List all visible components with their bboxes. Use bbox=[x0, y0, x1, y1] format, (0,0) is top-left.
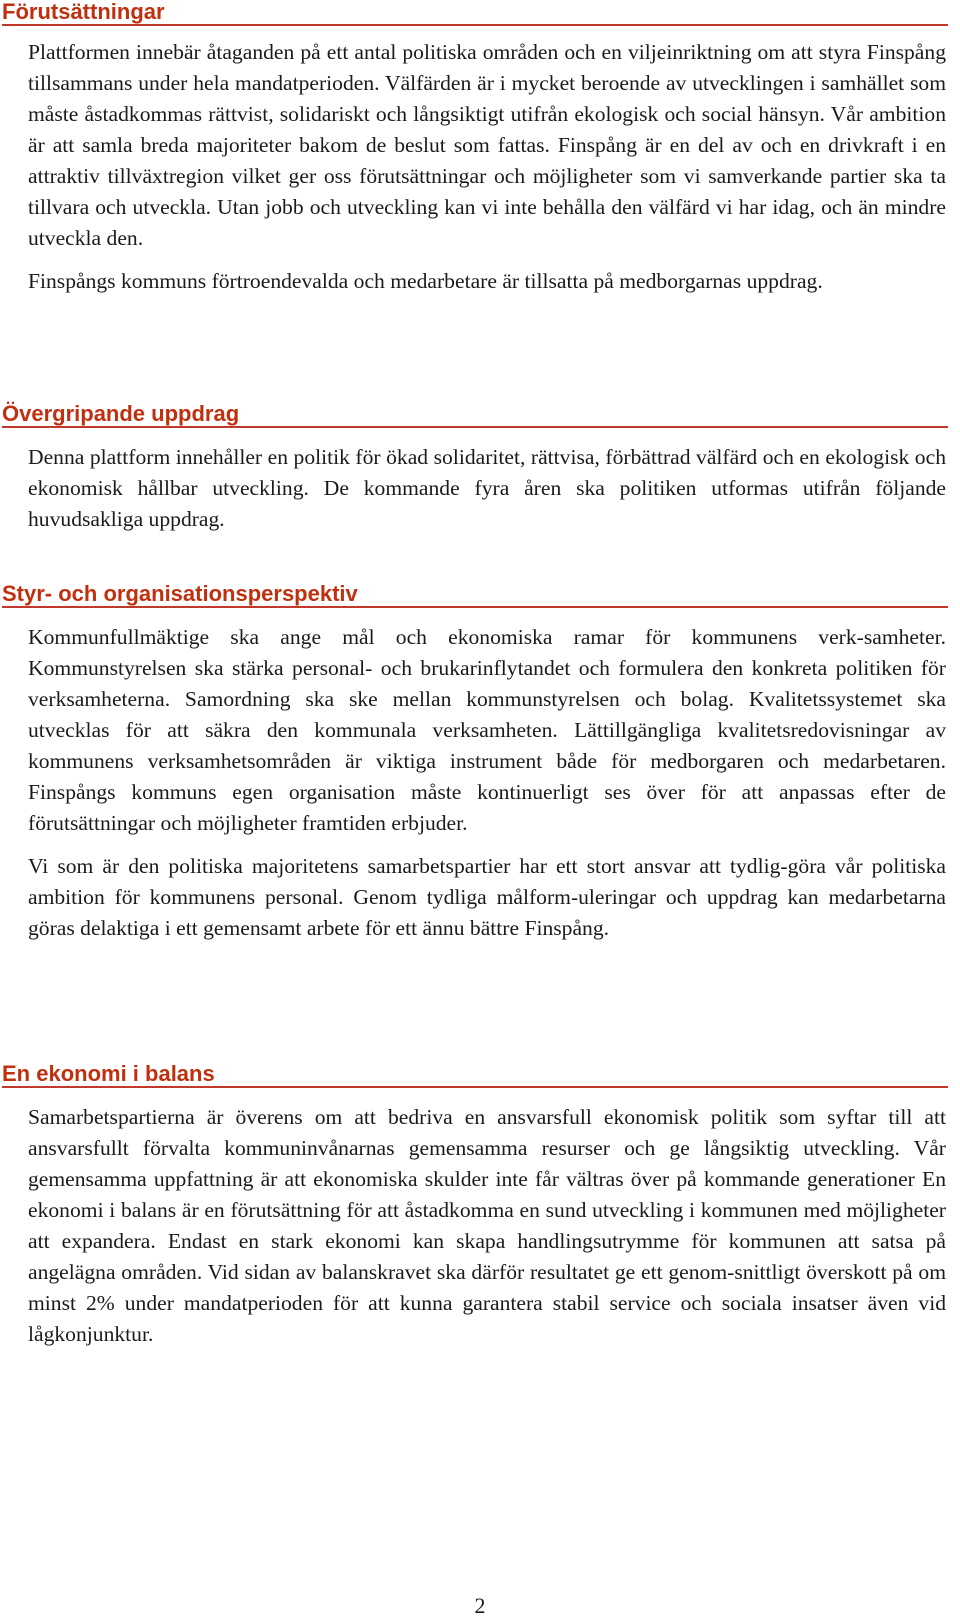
paragraph: Finspångs kommuns förtroendevalda och medarbetare är tillsatta på medborgarnas uppdrag. bbox=[28, 269, 823, 293]
section-heading-text: Styr- och organisationsperspektiv bbox=[2, 581, 358, 606]
paragraph: Kommunfullmäktige ska ange mål och ekonomiska ramar för kommunens verk-samheter. Kommunstyrelsen ska stärka personal- och brukarinflytandet och formulera den konkreta politiken för verksamheterna. Samordning ska ske mellan kommunstyrelsen och bolag. Kvalitetssystemet ska utvecklas för att säkra den kommunala verksamheten. Lättillgängliga kvalitetsredovisningar av kommunens verksamhetsområden är viktiga instrument både för medborgaren och medarbetaren. Finspångs kommuns egen organisation måste kontinuerligt ses över för att anpassas efter de förutsättningar och möjligheter framtiden erbjuder. bbox=[28, 625, 946, 835]
section-heading bbox=[2, 402, 948, 428]
paragraph: Vi som är den politiska majoritetens samarbetspartier har ett stort ansvar att tydlig-göra vår politiska ambition för kommunens personal. Genom tydliga målform-uleringar och uppdrag kan medarbetarna göras delaktiga i ett gemensamt arbete för ett ännu bättre Finspång. bbox=[28, 854, 946, 940]
section-heading bbox=[2, 1062, 948, 1088]
section-heading-text: Övergripande uppdrag bbox=[2, 401, 240, 426]
section-styr-och-organisationsperspektiv bbox=[0, 582, 960, 944]
section-forutsattningar bbox=[0, 0, 960, 297]
section-heading-text: Förutsättningar bbox=[2, 0, 165, 24]
section-heading bbox=[2, 0, 948, 26]
section-overgripande-uppdrag bbox=[0, 402, 960, 535]
section-heading bbox=[2, 582, 948, 608]
paragraph: Plattformen innebär åtaganden på ett antal politiska områden och en viljeinriktning om att styra Finspång tillsammans under hela mandatperioden. Välfärden är i mycket beroende av utvecklingen i samhället som måste åstadkommas rättvist, solidariskt och långsiktigt utifrån ekologisk och social hänsyn. Vår ambition är att samla breda majoriteter bakom de beslut som fattas. Finspång är en del av och en drivkraft i en attraktiv tillväxtregion vilket ger oss förutsättningar och möjligheter som vi samverkande partier ska ta tillvara och utveckla. Utan jobb och utveckling kan vi inte behålla den välfärd vi har idag, och än mindre utveckla den. bbox=[28, 40, 946, 250]
section-en-ekonomi-i-balans bbox=[0, 1062, 960, 1350]
section-heading-text: En ekonomi i balans bbox=[2, 1061, 215, 1086]
paragraph: Samarbetspartierna är överens om att bedriva en ansvarsfull ekonomisk politik som syftar till att ansvarsfullt förvalta kommuninvånarnas gemensamma resurser och ge långsiktig utveckling. Vår gemensamma uppfattning är att ekonomiska skulder inte får vältras över på kommande generationer En ekonomi i balans är en förutsättning för att åstadkomma en sund utveckling i kommunen med möjligheter att expandera. Endast en stark ekonomi kan skapa handlingsutrymme för kommunen att satsa på angelägna områden. Vid sidan av balanskravet ska därför resultatet ge ett genom-snittligt överskott på om minst 2% under mandatperioden för att kunna garantera stabil service och sociala insatser även vid lågkonjunktur. bbox=[28, 1105, 946, 1346]
paragraph: Denna plattform innehåller en politik för ökad solidaritet, rättvisa, förbättrad välfärd och en ekologisk och ekonomisk hållbar utveckling. De kommande fyra åren ska politiken utformas utifrån följande huvudsakliga uppdrag. bbox=[28, 445, 946, 531]
page-number: 2 bbox=[474, 1593, 486, 1618]
